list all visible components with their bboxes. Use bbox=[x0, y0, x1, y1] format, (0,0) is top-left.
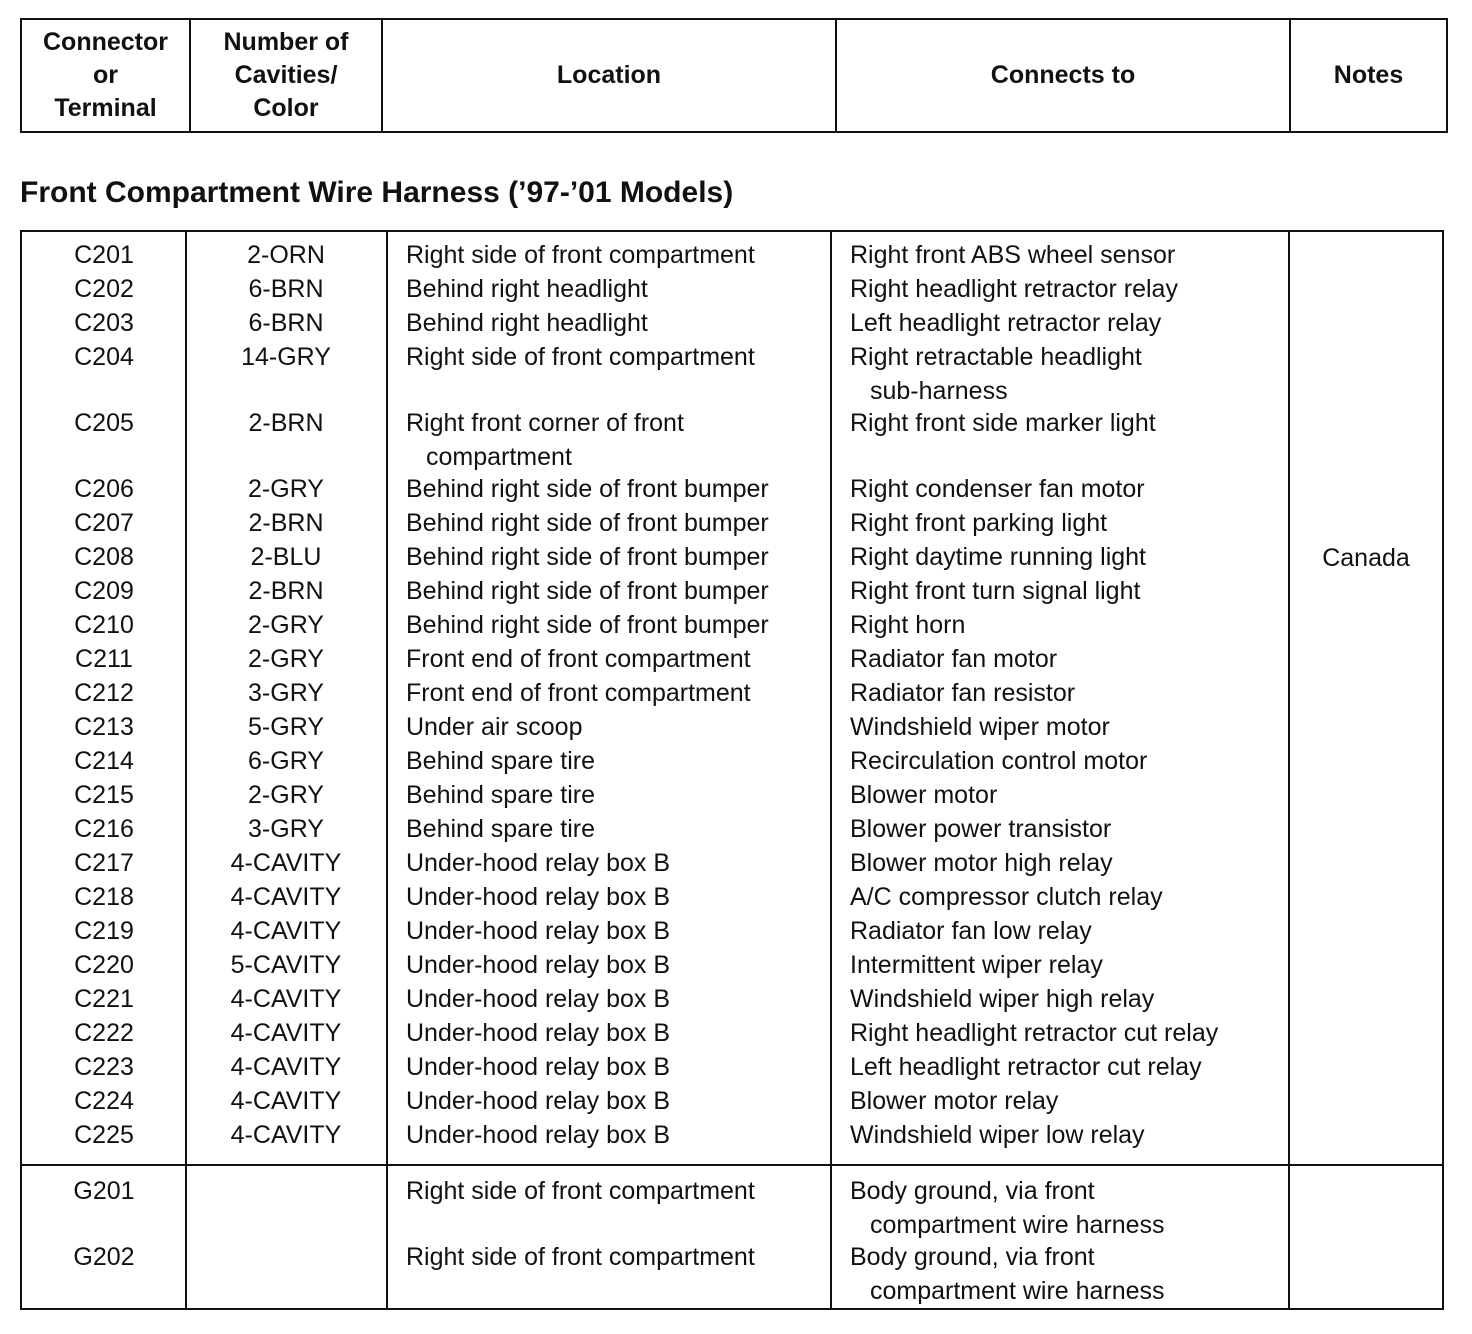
connector-id: C213 bbox=[74, 713, 134, 741]
section-divider bbox=[22, 1164, 1442, 1166]
cavities-color: 2-GRY bbox=[248, 781, 324, 809]
cavities-color: 2-BRN bbox=[248, 509, 324, 537]
connects-to-text: Intermittent wiper relay bbox=[850, 951, 1103, 979]
location-cell bbox=[406, 642, 751, 676]
connects-to-text-cont: sub-harness bbox=[870, 377, 1008, 405]
connector-id: C206 bbox=[74, 475, 134, 503]
connects-to-cell bbox=[850, 948, 1103, 982]
connects-to-text: Right front ABS wheel sensor bbox=[850, 241, 1176, 269]
location-cell bbox=[406, 306, 648, 340]
connector-id: C221 bbox=[74, 985, 134, 1013]
location-text: Behind spare tire bbox=[406, 815, 596, 843]
connector-id: C217 bbox=[74, 849, 134, 877]
connector-id: C223 bbox=[74, 1053, 134, 1081]
connects-to-text: Right condenser fan motor bbox=[850, 475, 1145, 503]
location-cell bbox=[406, 948, 670, 982]
location-text: Under-hood relay box B bbox=[406, 917, 671, 945]
location-cell bbox=[406, 340, 755, 374]
connects-to-cell bbox=[850, 982, 1154, 1016]
cavities-color: 5-GRY bbox=[248, 713, 324, 741]
location-text: Under air scoop bbox=[406, 713, 583, 741]
location-cell bbox=[406, 540, 769, 574]
cavities-color: 14-GRY bbox=[241, 343, 331, 371]
connects-to-text: Right daytime running light bbox=[850, 543, 1146, 571]
cavities-color: 2-GRY bbox=[248, 475, 324, 503]
location-cell bbox=[406, 1118, 670, 1152]
location-text: Right side of front compartment bbox=[406, 1243, 755, 1271]
location-text: Under-hood relay box B bbox=[406, 951, 671, 979]
location-cell bbox=[406, 238, 755, 272]
connects-to-text-cont: compartment wire harness bbox=[870, 1211, 1165, 1239]
location-text: Behind right side of front bumper bbox=[406, 543, 769, 571]
column-divider bbox=[830, 232, 832, 1308]
connects-to-text: Right headlight retractor relay bbox=[850, 275, 1178, 303]
connector-id: C202 bbox=[74, 275, 134, 303]
connector-id: C203 bbox=[74, 309, 134, 337]
location-cell bbox=[406, 880, 670, 914]
location-text: Right side of front compartment bbox=[406, 1177, 755, 1205]
connects-to-text: Right headlight retractor cut relay bbox=[850, 1019, 1219, 1047]
section-title: Front Compartment Wire Harness (’97-’01 Models) bbox=[20, 176, 734, 209]
cavities-color: 3-GRY bbox=[248, 679, 324, 707]
location-cell bbox=[406, 406, 684, 474]
connects-to-text: A/C compressor clutch relay bbox=[850, 883, 1163, 911]
cavities-color: 2-BRN bbox=[248, 409, 324, 437]
col-header-cavities: Number of Cavities/ Color bbox=[191, 20, 383, 131]
connects-to-cell bbox=[850, 540, 1146, 574]
connects-to-cell bbox=[850, 676, 1075, 710]
location-text: Under-hood relay box B bbox=[406, 883, 671, 911]
connects-to-text: Blower motor high relay bbox=[850, 849, 1113, 877]
connects-to-cell bbox=[850, 914, 1092, 948]
location-text: Behind right side of front bumper bbox=[406, 611, 769, 639]
location-text: Under-hood relay box B bbox=[406, 1087, 671, 1115]
connector-id: C207 bbox=[74, 509, 134, 537]
cavities-color: 6-BRN bbox=[248, 275, 324, 303]
column-header-table bbox=[20, 18, 1448, 133]
connects-to-cell bbox=[850, 574, 1140, 608]
connects-to-cell bbox=[850, 406, 1156, 440]
connects-to-text: Blower power transistor bbox=[850, 815, 1112, 843]
column-divider bbox=[185, 232, 187, 1308]
location-cell bbox=[406, 982, 670, 1016]
location-cell bbox=[406, 676, 751, 710]
connects-to-cell bbox=[850, 340, 1142, 408]
location-cell bbox=[406, 272, 648, 306]
connects-to-text: Recirculation control motor bbox=[850, 747, 1148, 775]
cavities-color: 4-CAVITY bbox=[230, 849, 342, 877]
location-text: Under-hood relay box B bbox=[406, 1019, 671, 1047]
connects-to-text: Left headlight retractor cut relay bbox=[850, 1053, 1202, 1081]
location-cell bbox=[406, 574, 769, 608]
connects-to-cell bbox=[850, 608, 965, 642]
location-cell bbox=[406, 1174, 755, 1208]
connects-to-cell bbox=[850, 1118, 1145, 1152]
col-header-notes: Notes bbox=[1333, 61, 1404, 89]
connector-id: C225 bbox=[74, 1121, 134, 1149]
col-header-location: Location bbox=[383, 20, 837, 131]
connects-to-text-cont: compartment wire harness bbox=[870, 1277, 1165, 1305]
location-cell bbox=[406, 778, 595, 812]
connects-to-cell bbox=[850, 880, 1163, 914]
location-cell bbox=[406, 1050, 670, 1084]
connector-id: C222 bbox=[74, 1019, 134, 1047]
connects-to-cell bbox=[850, 272, 1178, 306]
notes-canada: Canada bbox=[1322, 544, 1410, 572]
connects-to-text: Right front turn signal light bbox=[850, 577, 1141, 605]
connects-to-cell bbox=[850, 472, 1145, 506]
cavities-color: 5-CAVITY bbox=[230, 951, 342, 979]
connector-id: C218 bbox=[74, 883, 134, 911]
location-cell bbox=[406, 744, 595, 778]
location-text-cont: compartment bbox=[426, 443, 572, 471]
column-divider bbox=[1288, 232, 1290, 1308]
location-cell bbox=[406, 1016, 670, 1050]
cavities-color: 2-ORN bbox=[247, 241, 325, 269]
cavities-color: 4-CAVITY bbox=[230, 1087, 342, 1115]
cavities-color: 6-BRN bbox=[248, 309, 324, 337]
location-cell bbox=[406, 812, 595, 846]
connector-id: G201 bbox=[73, 1177, 135, 1205]
connects-to-text: Body ground, via front bbox=[850, 1177, 1095, 1205]
cavities-color: 4-CAVITY bbox=[230, 1121, 342, 1149]
connects-to-cell bbox=[850, 238, 1175, 272]
cavities-color: 6-GRY bbox=[248, 747, 324, 775]
connects-to-text: Blower motor relay bbox=[850, 1087, 1059, 1115]
connector-id: C215 bbox=[74, 781, 134, 809]
cavities-color: 2-BRN bbox=[248, 577, 324, 605]
location-cell bbox=[406, 914, 670, 948]
cavities-color: 2-GRY bbox=[248, 645, 324, 673]
col-header-connector: Connector or Terminal bbox=[22, 20, 191, 131]
location-text: Under-hood relay box B bbox=[406, 1121, 671, 1149]
connector-id: C219 bbox=[74, 917, 134, 945]
connects-to-text: Radiator fan resistor bbox=[850, 679, 1076, 707]
location-text: Right side of front compartment bbox=[406, 343, 755, 371]
cavities-color: 4-CAVITY bbox=[230, 1019, 342, 1047]
connects-to-cell bbox=[850, 1240, 1165, 1308]
connects-to-text: Right horn bbox=[850, 611, 966, 639]
cavities-color: 4-CAVITY bbox=[230, 917, 342, 945]
connects-to-text: Right front side marker light bbox=[850, 409, 1156, 437]
cavities-color: 2-BLU bbox=[250, 543, 322, 571]
connector-id: C212 bbox=[74, 679, 134, 707]
connector-id: G202 bbox=[73, 1243, 135, 1271]
location-text: Under-hood relay box B bbox=[406, 849, 671, 877]
location-text: Behind right side of front bumper bbox=[406, 509, 769, 537]
location-text: Front end of front compartment bbox=[406, 645, 751, 673]
cavities-color: 4-CAVITY bbox=[230, 883, 342, 911]
location-text: Front end of front compartment bbox=[406, 679, 751, 707]
connector-id: C201 bbox=[74, 241, 134, 269]
location-cell bbox=[406, 472, 769, 506]
connects-to-cell bbox=[850, 642, 1057, 676]
column-divider bbox=[386, 232, 388, 1308]
connects-to-cell bbox=[850, 846, 1113, 880]
connects-to-cell bbox=[850, 1084, 1058, 1118]
connects-to-cell bbox=[850, 306, 1161, 340]
location-text: Under-hood relay box B bbox=[406, 1053, 671, 1081]
location-cell bbox=[406, 1084, 670, 1118]
cavities-color: 2-GRY bbox=[248, 611, 324, 639]
connects-to-text: Body ground, via front bbox=[850, 1243, 1095, 1271]
connects-to-text: Blower motor bbox=[850, 781, 998, 809]
connector-id: C210 bbox=[74, 611, 134, 639]
connects-to-text: Right front parking light bbox=[850, 509, 1108, 537]
connector-id: C208 bbox=[74, 543, 134, 571]
cavities-color: 3-GRY bbox=[248, 815, 324, 843]
connector-id: C204 bbox=[74, 343, 134, 371]
connects-to-cell bbox=[850, 812, 1111, 846]
connects-to-cell bbox=[850, 710, 1110, 744]
connector-id: C216 bbox=[74, 815, 134, 843]
connects-to-cell bbox=[850, 1174, 1165, 1242]
location-text: Behind right headlight bbox=[406, 275, 648, 303]
connects-to-text: Right retractable headlight bbox=[850, 343, 1142, 371]
connects-to-text: Windshield wiper high relay bbox=[850, 985, 1155, 1013]
location-cell bbox=[406, 1240, 755, 1274]
connects-to-cell bbox=[850, 1050, 1202, 1084]
location-text: Behind spare tire bbox=[406, 781, 596, 809]
connector-id: C224 bbox=[74, 1087, 134, 1115]
connects-to-text: Windshield wiper motor bbox=[850, 713, 1110, 741]
location-cell bbox=[406, 846, 670, 880]
connects-to-text: Windshield wiper low relay bbox=[850, 1121, 1145, 1149]
connector-id: C209 bbox=[74, 577, 134, 605]
connects-to-cell bbox=[850, 1016, 1218, 1050]
location-text: Behind spare tire bbox=[406, 747, 596, 775]
connects-to-text: Left headlight retractor relay bbox=[850, 309, 1162, 337]
connector-id: C211 bbox=[75, 645, 133, 673]
connects-to-cell bbox=[850, 744, 1147, 778]
connector-id: C220 bbox=[74, 951, 134, 979]
cavities-color: 4-CAVITY bbox=[230, 985, 342, 1013]
connector-table bbox=[20, 230, 1444, 1310]
connector-id: C214 bbox=[74, 747, 134, 775]
col-header-connects-to: Connects to bbox=[837, 20, 1291, 131]
connector-id: C205 bbox=[74, 409, 134, 437]
connects-to-text: Radiator fan low relay bbox=[850, 917, 1092, 945]
connects-to-cell bbox=[850, 506, 1107, 540]
location-cell bbox=[406, 608, 769, 642]
location-text: Under-hood relay box B bbox=[406, 985, 671, 1013]
location-text: Behind right headlight bbox=[406, 309, 648, 337]
location-text: Behind right side of front bumper bbox=[406, 475, 769, 503]
location-text: Right front corner of front bbox=[406, 409, 684, 437]
location-text: Right side of front compartment bbox=[406, 241, 755, 269]
location-text: Behind right side of front bumper bbox=[406, 577, 769, 605]
location-cell bbox=[406, 506, 769, 540]
connects-to-text: Radiator fan motor bbox=[850, 645, 1058, 673]
connects-to-cell bbox=[850, 778, 997, 812]
cavities-color: 4-CAVITY bbox=[230, 1053, 342, 1081]
location-cell bbox=[406, 710, 582, 744]
